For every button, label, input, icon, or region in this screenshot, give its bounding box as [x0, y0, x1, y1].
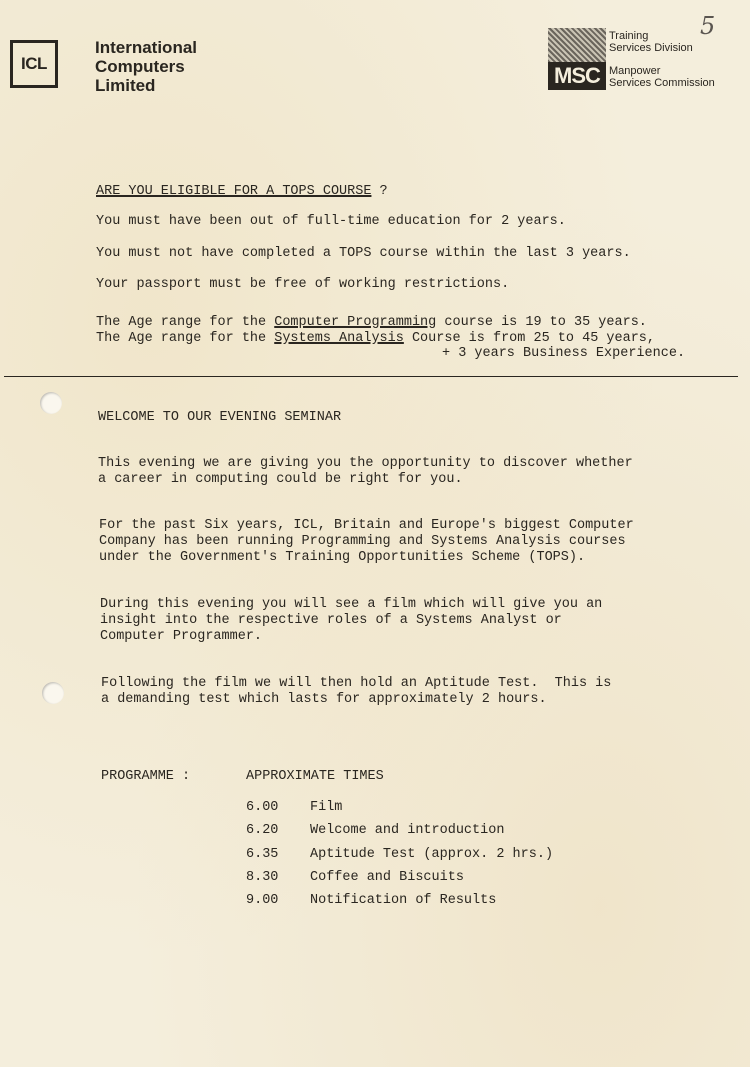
icl-logo — [10, 40, 58, 88]
msc-line: Services Commission — [609, 77, 715, 89]
programme-label: PROGRAMME : — [101, 769, 191, 784]
eligibility-title — [96, 184, 388, 200]
requirement-line: You must not have completed a TOPS course within the last 3 years. — [96, 246, 631, 261]
msc-line: Training — [609, 30, 649, 42]
programme-event: Film — [310, 800, 343, 815]
paragraph-line: a career in computing could be right for you. — [98, 472, 463, 487]
paragraph-line: a demanding test which lasts for approximately 2 hours. — [101, 692, 547, 707]
paragraph-line: During this evening you will see a film which will give you an — [100, 597, 603, 612]
programme-time: 8.30 — [246, 870, 279, 885]
paragraph-line: This evening we are giving you the opportunity to discover whether — [98, 456, 633, 471]
course-name-analysis: Systems Analysis — [274, 331, 404, 346]
programme-time: 9.00 — [246, 893, 279, 908]
company-name — [95, 38, 197, 95]
programme-time: 6.20 — [246, 823, 279, 838]
age-text: The Age range for the — [96, 331, 275, 346]
programme-time: 6.00 — [246, 800, 279, 815]
programme-time: 6.35 — [246, 847, 279, 862]
msc-line: Manpower — [609, 65, 661, 77]
requirement-line: Your passport must be free of working restrictions. — [96, 277, 510, 292]
paragraph-line: insight into the respective roles of a Systems Analyst or — [100, 613, 562, 628]
course-name-programming: Computer Programming — [274, 315, 437, 330]
age-range-programming — [96, 315, 647, 331]
paragraph-line: under the Government's Training Opportunities Scheme (TOPS). — [99, 550, 586, 565]
msc-logo-text: MSC — [548, 62, 606, 90]
page-number-handwritten: 5 — [700, 12, 716, 40]
punch-hole — [42, 682, 64, 704]
programme-event: Aptitude Test (approx. 2 hrs.) — [310, 847, 554, 862]
age-text: course is 19 to 35 years. — [436, 315, 647, 330]
company-line: Limited — [95, 76, 156, 95]
company-line: Computers — [95, 57, 185, 76]
paragraph-line: Following the film we will then hold an Aptitude Test. This is — [101, 676, 612, 691]
age-text: Course is from 25 to 45 years, — [403, 331, 656, 346]
age-text: The Age range for the — [96, 315, 275, 330]
programme-event: Welcome and introduction — [310, 823, 505, 838]
icl-logo-text: ICL — [21, 54, 47, 73]
eligibility-title-suffix: ? — [371, 184, 388, 199]
programme-heading: APPROXIMATE TIMES — [246, 769, 384, 784]
programme-event: Notification of Results — [310, 893, 497, 908]
paragraph-line: Company has been running Programming and Systems Analysis courses — [99, 534, 626, 549]
msc-pattern-graphic — [548, 28, 606, 62]
age-range-extra: + 3 years Business Experience. — [442, 346, 686, 361]
programme-event: Coffee and Biscuits — [310, 870, 464, 885]
punch-hole — [40, 392, 62, 414]
company-line: International — [95, 38, 198, 57]
section-divider — [4, 376, 738, 377]
age-range-analysis — [96, 331, 655, 347]
paragraph-line: For the past Six years, ICL, Britain and Europe's biggest Computer — [99, 518, 634, 533]
paragraph-line: Computer Programmer. — [100, 629, 263, 644]
eligibility-title-text: ARE YOU ELIGIBLE FOR A TOPS COURSE — [96, 184, 372, 199]
msc-line: Services Division — [609, 42, 693, 54]
seminar-title: WELCOME TO OUR EVENING SEMINAR — [98, 410, 342, 425]
requirement-line: You must have been out of full-time education for 2 years. — [96, 214, 566, 229]
